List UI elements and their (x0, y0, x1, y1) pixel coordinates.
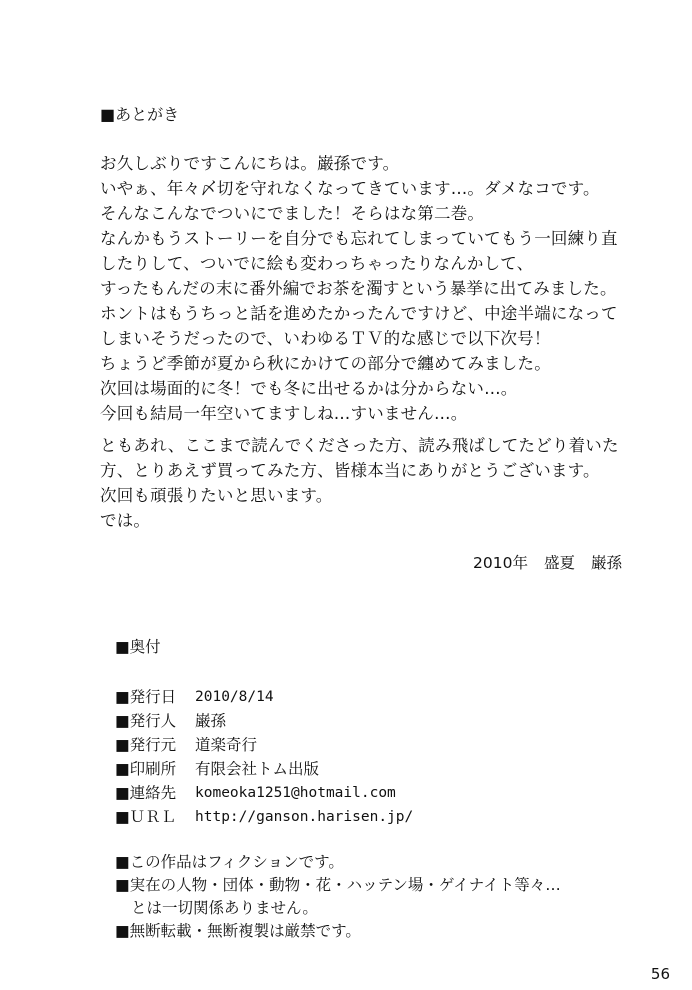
colophon-label: ■ＵＲＬ (115, 808, 177, 826)
colophon-value: 巌孫 (195, 712, 227, 730)
text-line: そんなこんなでついにでました！そらはな第二巻。 (100, 204, 485, 223)
text-line: しまいそうだったので、いわゆるＴＶ的な感じで以下次号！ (100, 329, 551, 348)
colophon-row-printer (115, 757, 413, 781)
colophon-label: ■連絡先 (115, 784, 177, 802)
text-line: ちょうど季節が夏から秋にかけての部分で纏めてみました。 (100, 354, 551, 373)
note-line: ■無断転載・無断複製は厳禁です。 (115, 922, 361, 940)
text-line: いやぁ、年々〆切を守れなくなってきています…。ダメなコです。 (100, 179, 600, 198)
text-line: 今回も結局一年空いてますしね…すいません…。 (100, 404, 468, 423)
note-line: ■この作品はフィクションです。 (115, 853, 344, 871)
note-line: ■実在の人物・団体・動物・花・ハッテン場・ゲイナイト等々… (115, 876, 561, 894)
colophon-heading: ■奥付 (115, 638, 161, 656)
text-line: 方、とりあえず買ってみた方、皆様本当にありがとうございます。 (100, 461, 600, 480)
signature-author: 巌孫 (590, 554, 622, 572)
afterword-paragraph-1 (100, 151, 618, 426)
text-line: 次回は場面的に冬！でも冬に出せるかは分からない…。 (100, 379, 518, 398)
signature-season: 盛夏 (543, 554, 575, 572)
colophon-label: ■印刷所 (115, 760, 177, 778)
colophon-row-publishing-house (115, 733, 413, 757)
afterword-signature (473, 552, 622, 574)
colophon-label: ■発行日 (115, 688, 177, 706)
colophon-table (115, 685, 413, 829)
colophon-value: 2010/8/14 (195, 689, 274, 705)
colophon-label: ■発行人 (115, 712, 177, 730)
text-line: なんかもうストーリーを自分でも忘れてしまっていてもう一回練り直 (100, 229, 618, 248)
text-line: では。 (100, 511, 151, 530)
signature-year: 2010年 (473, 554, 528, 572)
colophon-row-publisher (115, 709, 413, 733)
text-line: すったもんだの末に番外編でお茶を濁すという暴挙に出てみました。 (100, 279, 617, 298)
text-line: ホントはもうちっと話を進めたかったんですけど、中途半端になって (100, 304, 618, 323)
text-line: ともあれ、ここまで読んでくださった方、読み飛ばしてたどり着いた (100, 436, 619, 455)
colophon-row-publish-date (115, 685, 413, 709)
afterword-paragraph-2 (100, 433, 619, 533)
afterword-heading: ■あとがき (100, 105, 180, 124)
website-url: http://ganson.harisen.jp/ (195, 809, 414, 825)
colophon-row-url (115, 805, 413, 829)
text-line: お久しぶりですこんにちは。巌孫です。 (100, 154, 400, 173)
note-line: とは一切関係ありません。 (131, 899, 318, 917)
contact-email: komeoka1251@hotmail.com (195, 785, 396, 801)
colophon-value: 有限会社トム出版 (195, 760, 320, 778)
page-number: 56 (650, 965, 670, 983)
colophon-value: 道楽奇行 (195, 736, 258, 754)
text-line: 次回も頑張りたいと思います。 (100, 486, 333, 505)
disclaimer-notes (115, 851, 561, 943)
colophon-label: ■発行元 (115, 736, 177, 754)
text-line: したりして、ついでに絵も変わっちゃったりなんかして、 (100, 254, 534, 273)
colophon-row-contact (115, 781, 413, 805)
